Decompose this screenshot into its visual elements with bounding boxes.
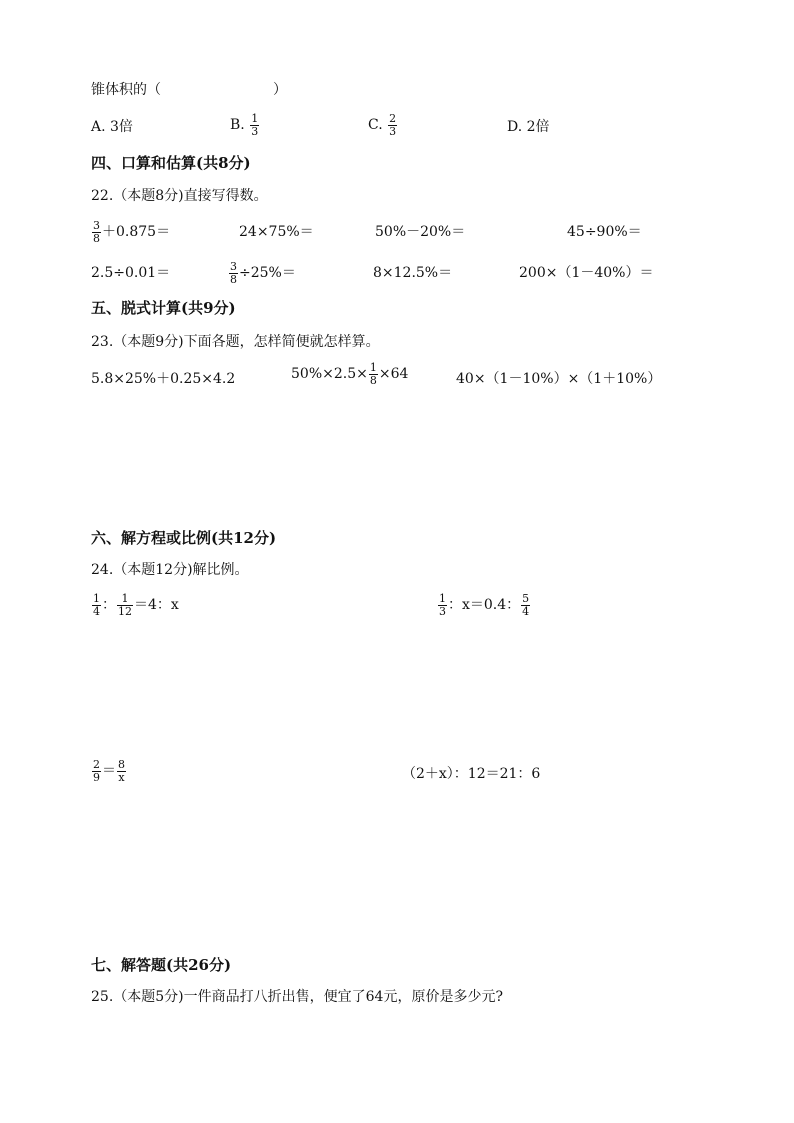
question-24: 24.（本题12分)解比例。 [91, 562, 249, 578]
fraction: $\frac{2}{9}$ [93, 758, 100, 784]
option-c: C. $\frac{2}{3}$ [368, 112, 397, 138]
fraction: $\frac{8}{x}$ [118, 758, 125, 784]
q22-expr-3: 50%－20%＝ [375, 224, 466, 240]
q23-expr-1: 5.8×25%＋0.25×4.2 [91, 371, 236, 387]
q22-expr-1: $\frac{3}{8}$ ＋0.875＝ [93, 219, 171, 245]
option-d: D. 2倍 [507, 119, 550, 135]
q22-expr-7: 8×12.5%＝ [373, 265, 453, 281]
section-title-7: 七、解答题(共26分) [91, 956, 232, 974]
fraction: $\frac{3}{8}$ [93, 219, 100, 245]
section-title-4: 四、口算和估算(共8分) [91, 154, 251, 172]
q22-expr-4: 45÷90%＝ [567, 224, 642, 240]
q22-expr-6: $\frac{3}{8}$ ÷25%＝ [230, 260, 296, 286]
fraction: $\frac{1}{8}$ [369, 361, 377, 387]
section-title-5: 五、脱式计算(共9分) [91, 299, 236, 317]
q22-expr-2: 24×75%＝ [239, 224, 314, 240]
q21-text-tail: 锥体积的（ ） [91, 82, 287, 98]
option-a: A. 3倍 [91, 119, 133, 135]
question-22: 22.（本题8分)直接写得数。 [91, 188, 268, 204]
fraction: $\frac{1}{4}$ [93, 592, 100, 618]
fraction: $\frac{2}{3}$ [389, 112, 397, 138]
q23-expr-2: 50%×2.5× $\frac{1}{8}$ ×64 [291, 361, 409, 387]
q23-expr-3: 40×（1－10%）×（1＋10%） [456, 371, 662, 387]
question-25: 25.（本题5分)一件商品打八折出售，便宜了64元，原价是多少元? [91, 989, 503, 1005]
fraction: $\frac{1}{3}$ [251, 112, 259, 138]
fraction: $\frac{3}{8}$ [230, 260, 237, 286]
fraction: $\frac{1}{3}$ [439, 592, 446, 618]
option-b: B. $\frac{1}{3}$ [230, 112, 259, 138]
q22-expr-5: 2.5÷0.01＝ [91, 265, 171, 281]
proportion-1: $\frac{1}{4}$ ： $\frac{1}{12}$ ＝4：x [93, 592, 179, 618]
proportion-4: （2＋x）：12＝21：6 [402, 766, 541, 782]
fraction: $\frac{5}{4}$ [522, 592, 530, 618]
fraction: $\frac{1}{12}$ [118, 592, 132, 618]
proportion-2: $\frac{1}{3}$ ：x＝0.4： $\frac{5}{4}$ [439, 592, 530, 618]
question-23: 23.（本题9分)下面各题，怎样简便就怎样算。 [91, 334, 380, 350]
section-title-6: 六、解方程或比例(共12分) [91, 529, 277, 547]
proportion-3: $\frac{2}{9}$ ＝ $\frac{8}{x}$ [93, 758, 125, 784]
q22-expr-8: 200×（1－40%）＝ [519, 265, 654, 281]
